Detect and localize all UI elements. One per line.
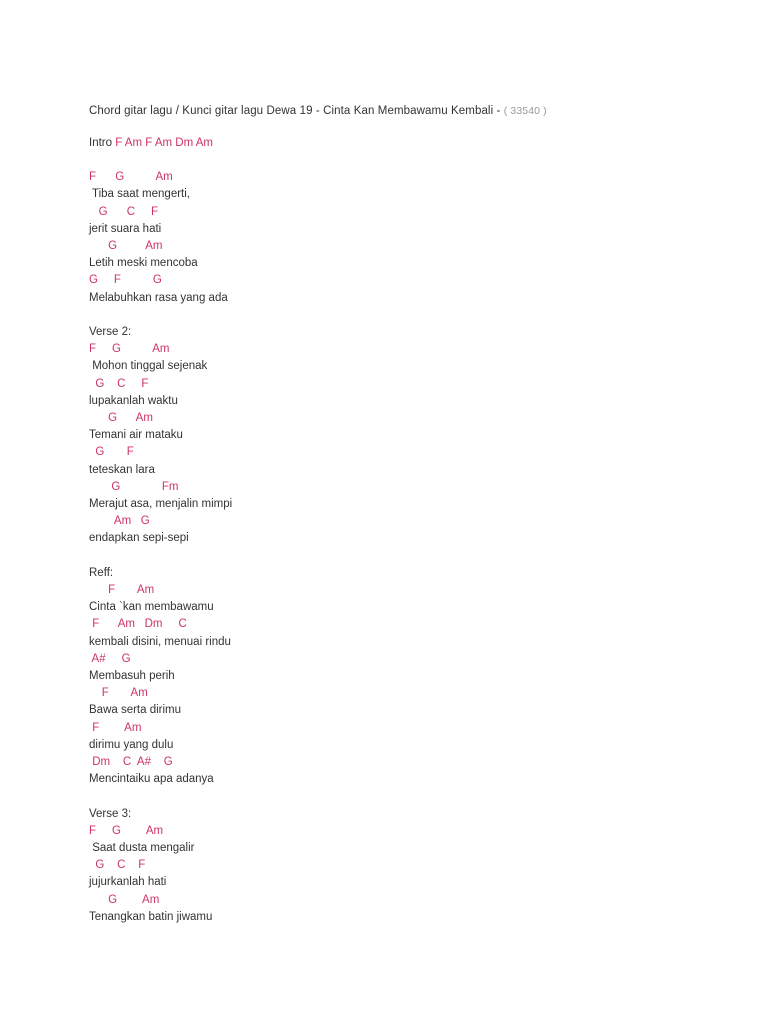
lyric-line: Letih meski mencoba: [89, 257, 198, 270]
chord-line: F Am: [89, 584, 155, 597]
chord-line: F Am Dm C: [89, 618, 187, 631]
section-label: Verse 2:: [89, 326, 132, 339]
page-title: [89, 105, 689, 117]
lyric-line: Temani air mataku: [89, 429, 183, 442]
chord-line: A# G: [89, 652, 131, 665]
lyric-line: Cinta `kan membawamu: [89, 601, 214, 614]
chord-line: Dm C A# G: [89, 756, 173, 769]
lyric-line: jujurkanlah hati: [89, 876, 167, 889]
chord-line: G C F: [89, 859, 146, 872]
lyric-line: Saat dusta mengalir: [89, 842, 195, 855]
intro-line: [89, 135, 689, 152]
view-count: ( 33540 ): [503, 105, 547, 117]
lyric-line: Mencintaiku apa adanya: [89, 773, 214, 786]
lyric-line: lupakanlah waktu: [89, 394, 178, 407]
chord-sheet: [89, 105, 689, 926]
lyric-line: endapkan sepi-sepi: [89, 532, 189, 545]
chord-line: Am G: [89, 515, 150, 528]
intro-chords: F Am F Am Dm Am: [115, 137, 213, 149]
chord-line: F G Am: [89, 171, 173, 184]
lyric-line: teteskan lara: [89, 463, 155, 476]
section-label: Verse 3:: [89, 807, 132, 820]
chord-line: G Fm: [89, 480, 179, 493]
page-title-text: Chord gitar lagu / Kunci gitar lagu Dewa 19 - Cinta Kan Membawamu Kembali -: [89, 105, 504, 117]
chord-line: F Am: [89, 687, 148, 700]
chord-line: F G Am: [89, 824, 164, 837]
lyric-line: Tenangkan batin jiwamu: [89, 910, 213, 923]
lyric-line: Merajut asa, menjalin mimpi: [89, 498, 233, 511]
chord-body: [89, 169, 689, 926]
line-spacer: [89, 307, 689, 324]
lyric-line: Mohon tinggal sejenak: [89, 360, 208, 373]
chord-line: G C F: [89, 377, 149, 390]
lyric-line: jerit suara hati: [89, 222, 162, 235]
intro-label: Intro: [89, 137, 116, 149]
chord-line: G F: [89, 446, 134, 459]
chord-line: G C F: [89, 205, 159, 218]
lyric-line: Tiba saat mengerti,: [89, 188, 190, 201]
chord-line: G Am: [89, 893, 160, 906]
lyric-line: kembali disini, menuai rindu: [89, 635, 231, 648]
lyric-line: Bawa serta dirimu: [89, 704, 182, 717]
line-spacer: [89, 788, 689, 805]
lyric-line: Membasuh perih: [89, 670, 175, 683]
chord-line: G F G: [89, 274, 162, 287]
chord-line: G Am: [89, 412, 153, 425]
chord-line: F G Am: [89, 343, 170, 356]
line-spacer: [89, 548, 689, 565]
lyric-line: Melabuhkan rasa yang ada: [89, 291, 228, 304]
lyric-line: dirimu yang dulu: [89, 738, 174, 751]
chord-line: G Am: [89, 240, 163, 253]
chord-line: F Am: [89, 721, 142, 734]
section-label: Reff:: [89, 566, 114, 579]
